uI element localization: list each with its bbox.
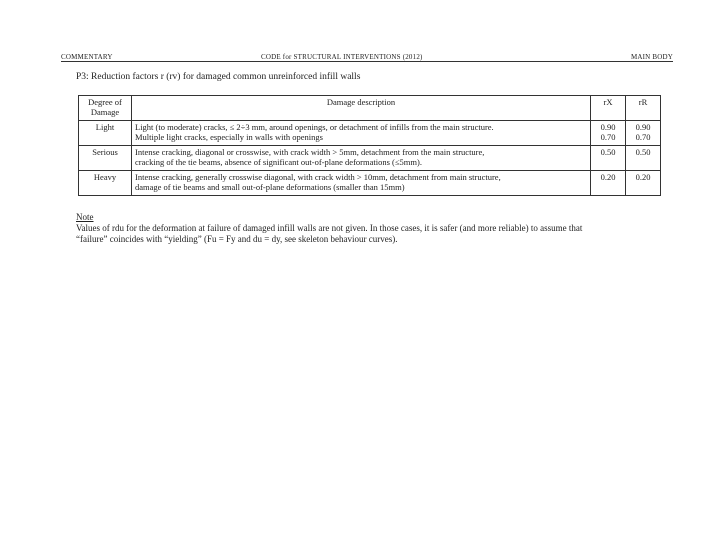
description-line: Light (to moderate) cracks, ≤ 2÷3 mm, around openings, or detachment of infills from the main structure. [135,122,494,132]
description-cell [132,171,591,196]
note-title: Note [76,212,94,222]
rr-value: 0.20 [635,172,651,182]
description-cell [132,146,591,171]
note-line: “failure” coincides with “yielding” (Fu = Fy and du = dy, see skeleton behaviour curves). [76,234,398,244]
rr-cell [626,121,661,146]
note-block [76,212,676,245]
header-center: CODE for STRUCTURAL INTERVENTIONS (2012) [261,53,423,61]
rx-cell [591,171,626,196]
header-rx: rX [591,96,626,121]
rx-cell [591,121,626,146]
rx-value: 0.90 [600,122,616,132]
header-damage-description: Damage description [132,96,591,121]
page-header [61,53,673,65]
rr-value: 0.70 [635,132,651,142]
table-row [79,171,661,196]
description-line: Intense cracking, generally crosswise diagonal, with crack width > 10mm, detachment from main structure, [135,172,501,182]
rr-cell [626,171,661,196]
table-row [79,121,661,146]
note-line: Values of rdu for the deformation at failure of damaged infill walls are not given. In those cases, it is safer (and more reliable) to assume that [76,223,583,233]
description-line: Intense cracking, diagonal or crosswise, with crack width > 5mm, detachment from the main structure, [135,147,485,157]
header-rr: rR [626,96,661,121]
description-cell [132,121,591,146]
table-row [79,146,661,171]
header-degree-line1: Degree of [88,97,122,107]
degree-cell: Heavy [79,171,132,196]
degree-cell: Light [79,121,132,146]
reduction-factors-table [78,95,661,196]
degree-cell: Serious [79,146,132,171]
rx-cell [591,146,626,171]
rx-value: 0.20 [600,172,616,182]
description-line: cracking of the tie beams, absence of significant out-of-plane deformations (≤5mm). [135,157,422,167]
header-rule [61,61,673,62]
table-header-row [79,96,661,121]
header-left: COMMENTARY [61,53,113,61]
header-degree-of-damage [79,96,132,121]
rx-value: 0.50 [600,147,616,157]
description-line: Multiple light cracks, especially in walls with openings [135,132,323,142]
table-caption: P3: Reduction factors r (rv) for damaged common unreinforced infill walls [76,72,361,82]
rr-value: 0.50 [635,147,651,157]
description-line: damage of tie beams and small out-of-plane deformations (smaller than 15mm) [135,182,405,192]
rx-value: 0.70 [600,132,616,142]
rr-value: 0.90 [635,122,651,132]
header-degree-line2: Damage [90,107,120,117]
rr-cell [626,146,661,171]
header-right: MAIN BODY [630,53,673,61]
